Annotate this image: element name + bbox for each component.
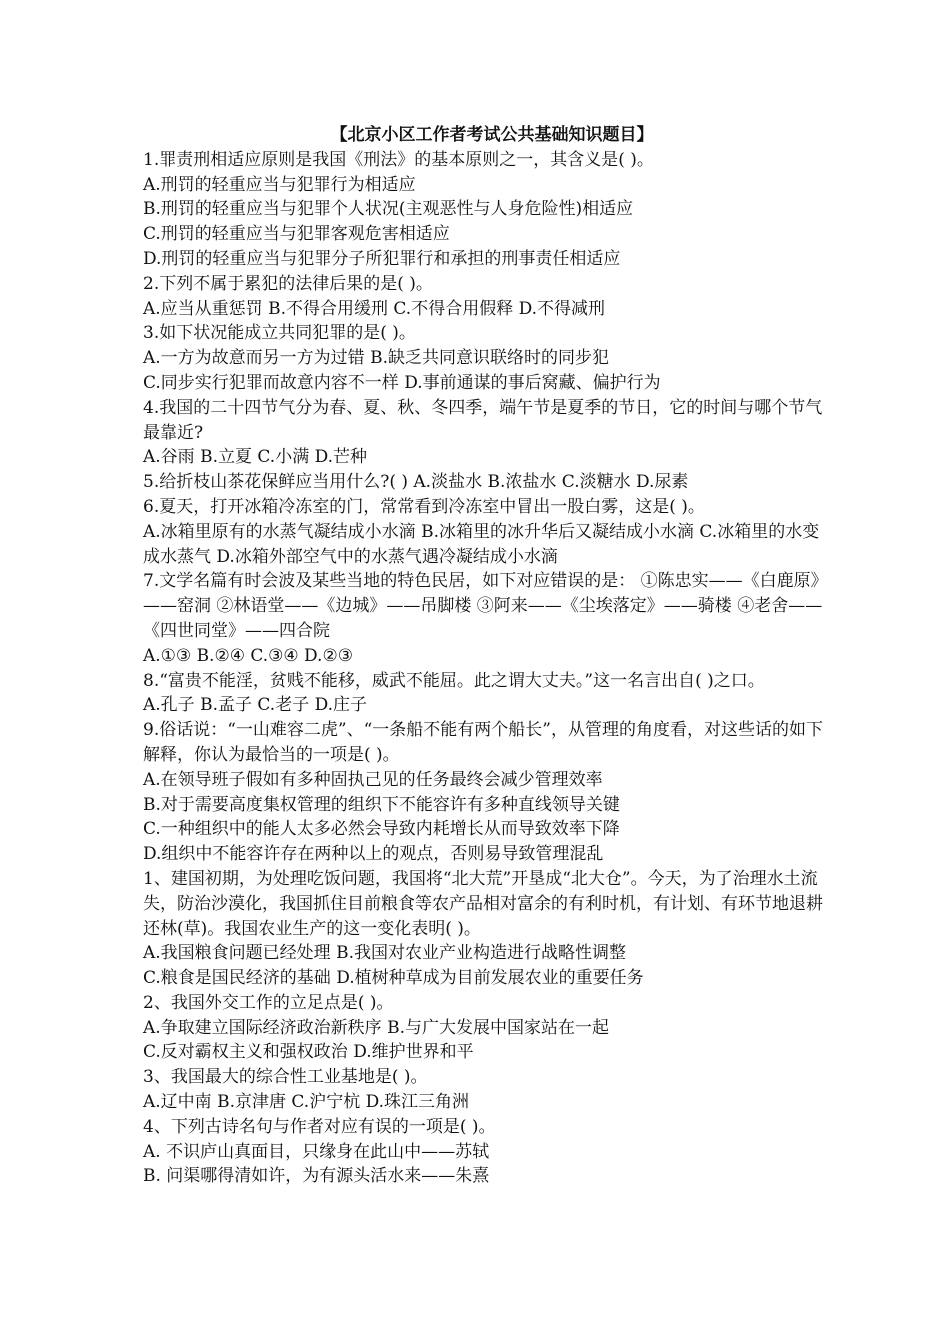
text-line: 4、下列古诗名句与作者对应有误的一项是( )。 — [143, 1116, 496, 1137]
text-line: A.在领导班子假如有多种固执己见的任务最终会减少管理效率 — [143, 769, 603, 790]
text-line: 5.给折枝山茶花保鲜应当用什么?( ) A.淡盐水 B.浓盐水 C.淡糖水 D.尿素 — [143, 472, 689, 493]
document-title: 【北京小区工作者考试公共基础知识题目】 — [330, 125, 654, 145]
text-line: 1、建国初期，为处理吃饭问题，我国将“北大荒”开垦成“北大仓”。今天，为了治理水土流失，防治沙漠化，我国抓住目前粮食等农产品相对富余的有利时机，有计划、有环节地退耕还林(草)。我国农业生产的这一变化表明( )。 — [143, 868, 823, 939]
text-line: C.同步实行犯罪而故意内容不一样 D.事前通谋的事后窝藏、偏护行为 — [143, 372, 661, 393]
text-line: 2、我国外交工作的立足点是( )。 — [143, 992, 394, 1013]
text-line: C.刑罚的轻重应当与犯罪客观危害相适应 — [143, 224, 450, 245]
text-line: C.一种组织中的能人太多必然会导致内耗增长从而导致效率下降 — [143, 819, 620, 840]
text-line: 9.俗话说：“一山难容二虎”、“一条船不能有两个船长”，从管理的角度看，对这些话的如下解释，你认为最恰当的一项是( )。 — [143, 720, 823, 765]
text-line: B. 问渠哪得清如许，为有源头活水来——朱熹 — [143, 1166, 490, 1187]
text-line: 7.文学名篇有时会波及某些当地的特色民居，如下对应错误的是： ①陈忠实——《白鹿原》——窑洞 ②林语堂——《边城》——吊脚楼 ③阿来——《尘埃落定》——骑楼 ④老舍——《四世同堂》——四合院 — [143, 571, 823, 641]
text-line: 6.夏天，打开冰箱冷冻室的门，常常看到冷冻室中冒出一股白雾，这是( )。 — [143, 496, 705, 517]
text-line: A.刑罚的轻重应当与犯罪行为相适应 — [143, 174, 416, 195]
text-line: D.刑罚的轻重应当与犯罪分子所犯罪行和承担的刑事责任相适应 — [143, 248, 621, 269]
text-line: 4.我国的二十四节气分为春、夏、秋、冬四季，端午节是夏季的节日，它的时间与哪个节气最靠近? — [143, 397, 823, 443]
text-line: A.应当从重惩罚 B.不得合用缓刑 C.不得合用假释 D.不得减刑 — [143, 298, 606, 319]
text-line: 8.“富贵不能淫，贫贱不能移，威武不能屈。此之谓大丈夫。”这一名言出自( )之口。 — [143, 670, 765, 691]
text-line: B.对于需要高度集权管理的组织下不能容许有多种直线领导关键 — [143, 794, 620, 815]
text-line: 3、我国最大的综合性工业基地是( )。 — [143, 1067, 428, 1088]
text-line: C.粮食是国民经济的基础 D.植树种草成为目前发展农业的重要任务 — [143, 968, 644, 989]
text-line: 1.罪责刑相适应原则是我国《刑法》的基本原则之一，其含义是( )。 — [143, 149, 654, 170]
document-body — [143, 123, 823, 1189]
text-line: A.①③ B.②④ C.③④ D.②③ — [143, 645, 353, 666]
text-line: D.组织中不能容许存在两种以上的观点，否则易导致管理混乱 — [143, 844, 604, 865]
text-line: A.一方为故意而另一方为过错 B.缺乏共同意识联络时的同步犯 — [143, 348, 609, 369]
text-line: A.冰箱里原有的水蒸气凝结成小水滴 B.冰箱里的冰升华后又凝结成小水滴 C.冰箱里的水变成水蒸气 D.冰箱外部空气中的水蒸气遇冷凝结成小水滴 — [143, 521, 820, 567]
text-line: C.反对霸权主义和强权政治 D.维护世界和平 — [143, 1042, 474, 1063]
text-line: A.辽中南 B.京津唐 C.沪宁杭 D.珠江三角洲 — [143, 1092, 470, 1113]
text-line: 3.如下状况能成立共同犯罪的是( )。 — [143, 323, 416, 344]
question-list — [143, 148, 823, 1189]
text-line: A.争取建立国际经济政治新秩序 B.与广大发展中国家站在一起 — [143, 1017, 609, 1038]
text-line: A. 不识庐山真面目，只缘身在此山中——苏轼 — [143, 1141, 490, 1162]
text-line: A.我国粮食问题已经处理 B.我国对农业产业构造进行战略性调整 — [143, 943, 626, 964]
text-line: 2.下列不属于累犯的法律后果的是( )。 — [143, 273, 433, 294]
text-line: A.孔子 B.孟子 C.老子 D.庄子 — [143, 695, 368, 716]
text-line: A.谷雨 B.立夏 C.小满 D.芒种 — [143, 447, 368, 468]
text-line: B.刑罚的轻重应当与犯罪个人状况(主观恶性与人身危险性)相适应 — [143, 199, 634, 220]
